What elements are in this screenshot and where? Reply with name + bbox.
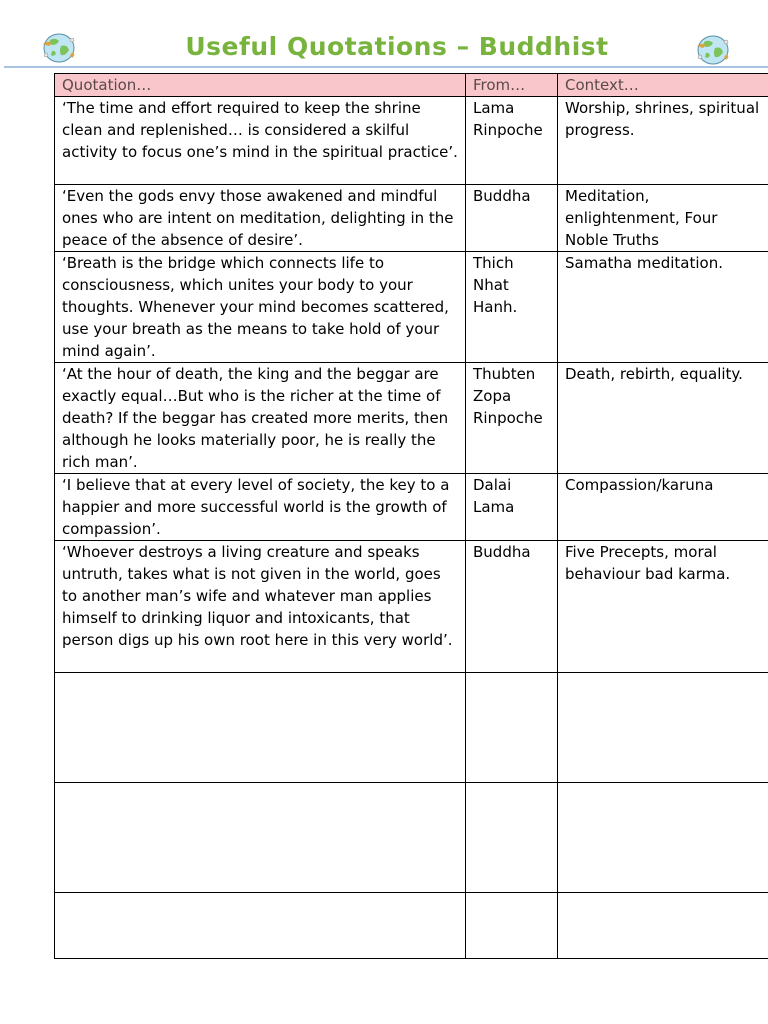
from-cell: Dalai Lama	[466, 474, 558, 541]
from-cell[interactable]	[466, 893, 558, 959]
from-cell[interactable]	[466, 783, 558, 893]
quotation-cell: ‘Whoever destroys a living creature and speaks untruth, takes what is not given in the world, goes to another man’s wife and whatever man applies himself to drinking liquor and intoxicants, that person digs up his own root here in this very world’.	[55, 541, 466, 673]
quotation-cell[interactable]	[55, 783, 466, 893]
context-cell: Compassion/karuna	[558, 474, 768, 541]
from-cell: Thich Nhat Hanh.	[466, 252, 558, 363]
from-cell[interactable]	[466, 673, 558, 783]
context-cell: Death, rebirth, equality.	[558, 363, 768, 474]
from-cell: Buddha	[466, 541, 558, 673]
table-header-row	[55, 74, 768, 97]
quotation-cell: ‘The time and effort required to keep the shrine clean and replenished… is considered a skilful activity to focus one’s mind in the spiritual practice’.	[55, 97, 466, 185]
column-header-quotation: Quotation…	[55, 74, 466, 97]
context-cell[interactable]	[558, 673, 768, 783]
quotation-cell: ‘Even the gods envy those awakened and mindful ones who are intent on meditation, delighting in the peace of the absence of desire’.	[55, 185, 466, 252]
page-title: Useful Quotations – Buddhist	[185, 32, 609, 61]
table-row	[55, 252, 768, 363]
column-header-from: From…	[466, 74, 558, 97]
table-row	[55, 97, 768, 185]
table-row-empty	[55, 783, 768, 893]
context-cell: Samatha meditation.	[558, 252, 768, 363]
table-row-empty	[55, 673, 768, 783]
context-cell: Five Precepts, moral behaviour bad karma.	[558, 541, 768, 673]
table-row	[55, 185, 768, 252]
table-row	[55, 363, 768, 474]
header-divider	[4, 66, 768, 68]
quotation-cell: ‘Breath is the bridge which connects life to consciousness, which unites your body to your thoughts. Whenever your mind becomes scattered, use your breath as the means to take hold of your mind again’.	[55, 252, 466, 363]
from-cell: Thubten Zopa Rinpoche	[466, 363, 558, 474]
context-cell: Worship, shrines, spiritual progress.	[558, 97, 768, 185]
quotation-cell: ‘I believe that at every level of society, the key to a happier and more successful world is the growth of compassion’.	[55, 474, 466, 541]
globe-icon	[694, 33, 732, 67]
column-header-context: Context…	[558, 74, 768, 97]
quotation-cell[interactable]	[55, 673, 466, 783]
quotation-cell: ‘At the hour of death, the king and the beggar are exactly equal…But who is the richer at the time of death? If the beggar has created more merits, then although he looks materially poor, he is really the rich man’.	[55, 363, 466, 474]
page-header	[0, 0, 768, 72]
from-cell: Lama Rinpoche	[466, 97, 558, 185]
quotation-cell[interactable]	[55, 893, 466, 959]
context-cell[interactable]	[558, 783, 768, 893]
context-cell[interactable]	[558, 893, 768, 959]
context-cell: Meditation, enlightenment, Four Noble Truths	[558, 185, 768, 252]
table-row	[55, 474, 768, 541]
table-row	[55, 541, 768, 673]
from-cell: Buddha	[466, 185, 558, 252]
quotations-table	[54, 73, 768, 959]
table-row-empty	[55, 893, 768, 959]
